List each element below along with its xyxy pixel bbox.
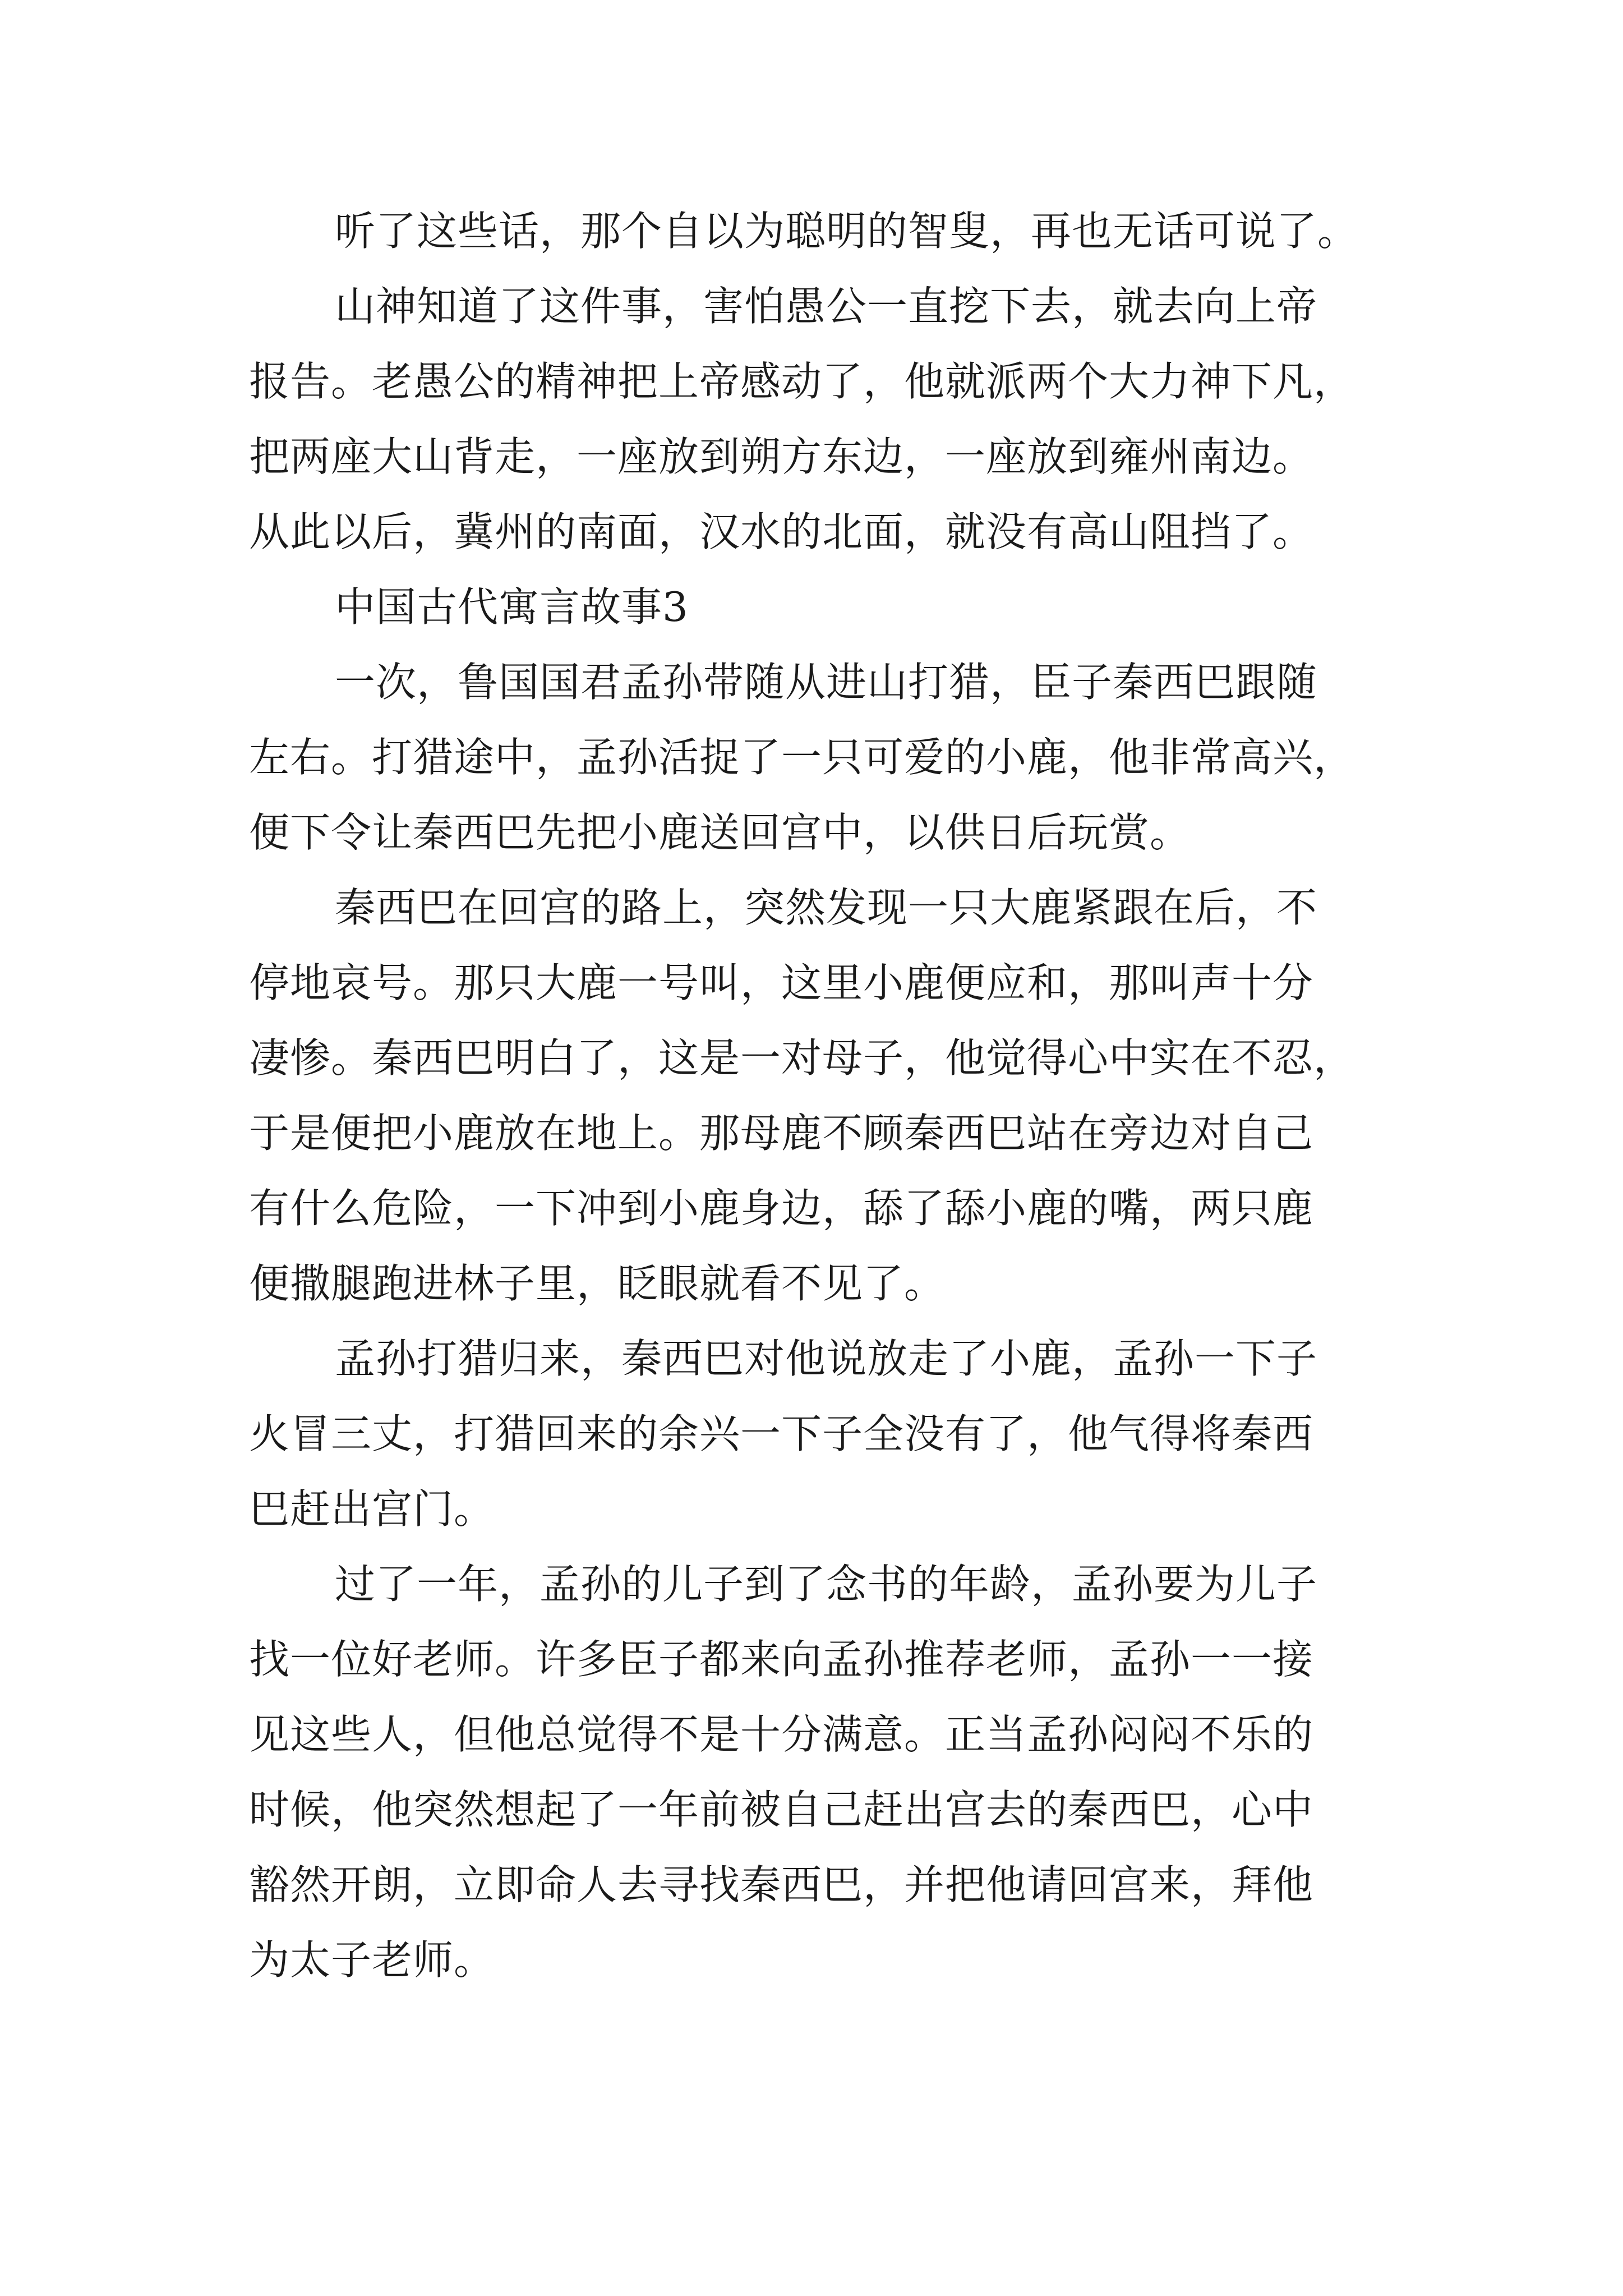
paragraph-line: 一次，鲁国国君孟孙带随从进山打猎，臣子秦西巴跟随 xyxy=(335,659,1318,706)
paragraph-line: 左右。打猎途中，孟孙活捉了一只可爱的小鹿，他非常高兴， xyxy=(249,734,1355,781)
paragraph-line: 秦西巴在回宫的路上，突然发现一只大鹿紧跟在后，不 xyxy=(335,884,1318,931)
paragraph-line: 孟孙打猎归来，秦西巴对他说放走了小鹿，孟孙一下子 xyxy=(335,1335,1318,1382)
paragraph-line: 把两座大山背走，一座放到朔方东边，一座放到雍州南边。 xyxy=(249,433,1314,480)
paragraph-line: 便下令让秦西巴先把小鹿送回宫中，以供日后玩赏。 xyxy=(249,809,1191,856)
paragraph-line: 火冒三丈，打猎回来的余兴一下子全没有了，他气得将秦西 xyxy=(249,1410,1314,1457)
paragraph-line: 山神知道了这件事，害怕愚公一直挖下去，就去向上帝 xyxy=(335,283,1318,330)
paragraph-line: 于是便把小鹿放在地上。那母鹿不顾秦西巴站在旁边对自己 xyxy=(249,1110,1314,1157)
paragraph-line: 找一位好老师。许多臣子都来向孟孙推荐老师，孟孙一一接 xyxy=(249,1636,1314,1683)
paragraph-line: 巴赶出宫门。 xyxy=(249,1485,495,1533)
paragraph-line: 凄惨。秦西巴明白了，这是一对母子，他觉得心中实在不忍， xyxy=(249,1034,1355,1082)
paragraph-line: 听了这些话，那个自以为聪明的智叟，再也无话可说了。 xyxy=(335,208,1359,255)
body-text xyxy=(249,194,1393,1998)
paragraph-line: 有什么危险，一下冲到小鹿身边，舔了舔小鹿的嘴，两只鹿 xyxy=(249,1185,1314,1232)
paragraph-line: 为太子老师。 xyxy=(249,1936,495,1984)
paragraph-line: 过了一年，孟孙的儿子到了念书的年龄，孟孙要为儿子 xyxy=(335,1561,1318,1608)
paragraph-line: 停地哀号。那只大鹿一号叫，这里小鹿便应和，那叫声十分 xyxy=(249,959,1314,1006)
paragraph-line: 见这些人，但他总觉得不是十分满意。正当孟孙闷闷不乐的 xyxy=(249,1711,1314,1758)
paragraph-line: 时候，他突然想起了一年前被自己赶出宫去的秦西巴，心中 xyxy=(249,1786,1314,1833)
paragraph-line: 报告。老愚公的精神把上帝感动了，他就派两个大力神下凡， xyxy=(249,358,1355,405)
section-heading: 中国古代寓言故事3 xyxy=(335,583,689,631)
paragraph-line: 便撒腿跑进林子里，眨眼就看不见了。 xyxy=(249,1260,946,1307)
paragraph-line: 从此以后，冀州的南面，汉水的北面，就没有高山阻挡了。 xyxy=(249,508,1314,555)
paragraph-line: 豁然开朗，立即命人去寻找秦西巴，并把他请回宫来，拜他 xyxy=(249,1861,1314,1908)
